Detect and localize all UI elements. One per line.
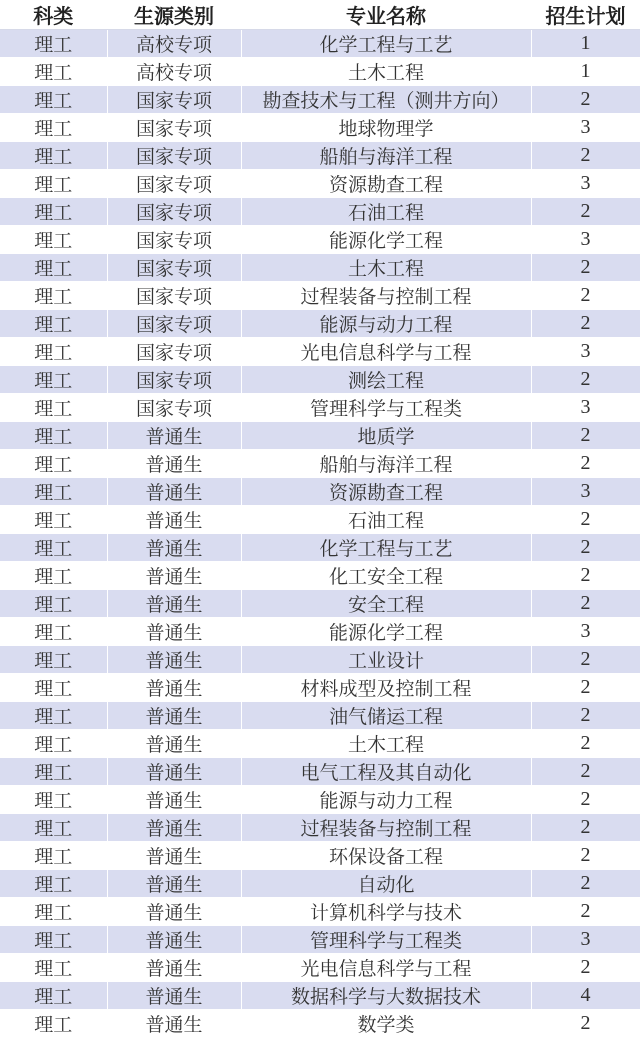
table-row [0,338,640,366]
cell-category: 理工 [0,282,107,310]
table-row [0,478,640,506]
table-row [0,870,640,898]
cell-student-source: 普通生 [107,982,241,1010]
table-row [0,674,640,702]
table-row [0,114,640,142]
table-row [0,86,640,114]
cell-enrollment-plan: 2 [531,254,640,282]
cell-enrollment-plan: 2 [531,786,640,814]
cell-major-name: 材料成型及控制工程 [241,674,531,702]
cell-student-source: 普通生 [107,758,241,786]
table-row [0,814,640,842]
cell-student-source: 普通生 [107,702,241,730]
cell-major-name: 船舶与海洋工程 [241,142,531,170]
cell-category: 理工 [0,814,107,842]
cell-major-name: 管理科学与工程类 [241,394,531,422]
table-row [0,562,640,590]
cell-category: 理工 [0,114,107,142]
cell-category: 理工 [0,422,107,450]
cell-major-name: 能源化学工程 [241,226,531,254]
cell-enrollment-plan: 2 [531,590,640,618]
cell-student-source: 普通生 [107,954,241,982]
cell-student-source: 国家专项 [107,114,241,142]
table-row [0,226,640,254]
cell-major-name: 自动化 [241,870,531,898]
cell-major-name: 光电信息科学与工程 [241,338,531,366]
table-row [0,142,640,170]
cell-enrollment-plan: 2 [531,674,640,702]
cell-major-name: 管理科学与工程类 [241,926,531,954]
cell-enrollment-plan: 2 [531,730,640,758]
cell-enrollment-plan: 2 [531,534,640,562]
cell-category: 理工 [0,786,107,814]
cell-student-source: 国家专项 [107,282,241,310]
cell-category: 理工 [0,534,107,562]
table-row [0,254,640,282]
cell-enrollment-plan: 3 [531,338,640,366]
cell-major-name: 土木工程 [241,730,531,758]
table-header-row [0,0,640,30]
cell-major-name: 资源勘查工程 [241,170,531,198]
table-row [0,310,640,338]
cell-enrollment-plan: 2 [531,86,640,114]
cell-enrollment-plan: 2 [531,1010,640,1038]
cell-category: 理工 [0,646,107,674]
table-row [0,954,640,982]
cell-enrollment-plan: 2 [531,646,640,674]
cell-category: 理工 [0,478,107,506]
cell-major-name: 土木工程 [241,254,531,282]
cell-category: 理工 [0,730,107,758]
table-row [0,646,640,674]
cell-student-source: 普通生 [107,562,241,590]
cell-student-source: 普通生 [107,1010,241,1038]
cell-enrollment-plan: 2 [531,450,640,478]
cell-student-source: 普通生 [107,506,241,534]
cell-enrollment-plan: 2 [531,954,640,982]
table-row [0,450,640,478]
table-row [0,702,640,730]
cell-enrollment-plan: 2 [531,366,640,394]
cell-major-name: 过程装备与控制工程 [241,814,531,842]
cell-major-name: 能源化学工程 [241,618,531,646]
cell-enrollment-plan: 2 [531,310,640,338]
cell-category: 理工 [0,310,107,338]
cell-major-name: 地球物理学 [241,114,531,142]
cell-major-name: 油气储运工程 [241,702,531,730]
cell-student-source: 普通生 [107,898,241,926]
cell-major-name: 资源勘查工程 [241,478,531,506]
table-row [0,366,640,394]
cell-major-name: 数学类 [241,1010,531,1038]
cell-category: 理工 [0,954,107,982]
cell-student-source: 国家专项 [107,170,241,198]
cell-enrollment-plan: 2 [531,198,640,226]
cell-enrollment-plan: 1 [531,30,640,58]
cell-category: 理工 [0,366,107,394]
cell-student-source: 普通生 [107,926,241,954]
cell-student-source: 普通生 [107,478,241,506]
table-row [0,30,640,58]
cell-major-name: 测绘工程 [241,366,531,394]
cell-student-source: 高校专项 [107,30,241,58]
cell-enrollment-plan: 2 [531,142,640,170]
cell-major-name: 石油工程 [241,506,531,534]
cell-category: 理工 [0,254,107,282]
cell-enrollment-plan: 3 [531,478,640,506]
table-row [0,422,640,450]
cell-student-source: 国家专项 [107,226,241,254]
table-row [0,618,640,646]
cell-major-name: 能源与动力工程 [241,310,531,338]
cell-category: 理工 [0,338,107,366]
table-row [0,842,640,870]
cell-enrollment-plan: 2 [531,702,640,730]
cell-major-name: 过程装备与控制工程 [241,282,531,310]
cell-category: 理工 [0,226,107,254]
cell-major-name: 能源与动力工程 [241,786,531,814]
cell-category: 理工 [0,842,107,870]
cell-category: 理工 [0,618,107,646]
cell-category: 理工 [0,1010,107,1038]
cell-major-name: 计算机科学与技术 [241,898,531,926]
table-row [0,506,640,534]
header-enrollment-plan: 招生计划 [531,0,640,30]
cell-student-source: 普通生 [107,646,241,674]
cell-enrollment-plan: 2 [531,506,640,534]
cell-student-source: 普通生 [107,870,241,898]
cell-student-source: 国家专项 [107,142,241,170]
cell-student-source: 国家专项 [107,254,241,282]
table-body [0,30,640,1038]
cell-major-name: 化学工程与工艺 [241,30,531,58]
cell-enrollment-plan: 2 [531,814,640,842]
cell-category: 理工 [0,674,107,702]
cell-enrollment-plan: 2 [531,422,640,450]
cell-enrollment-plan: 4 [531,982,640,1010]
cell-major-name: 数据科学与大数据技术 [241,982,531,1010]
cell-category: 理工 [0,506,107,534]
cell-enrollment-plan: 3 [531,114,640,142]
cell-major-name: 安全工程 [241,590,531,618]
header-student-source: 生源类别 [107,0,241,30]
cell-major-name: 勘查技术与工程（测井方向） [241,86,531,114]
cell-enrollment-plan: 2 [531,758,640,786]
cell-enrollment-plan: 3 [531,618,640,646]
cell-category: 理工 [0,30,107,58]
cell-student-source: 普通生 [107,814,241,842]
cell-major-name: 石油工程 [241,198,531,226]
cell-enrollment-plan: 2 [531,842,640,870]
table-row [0,926,640,954]
table-row [0,282,640,310]
cell-student-source: 普通生 [107,450,241,478]
cell-student-source: 国家专项 [107,394,241,422]
cell-major-name: 船舶与海洋工程 [241,450,531,478]
cell-student-source: 普通生 [107,842,241,870]
cell-category: 理工 [0,86,107,114]
cell-major-name: 电气工程及其自动化 [241,758,531,786]
table-row [0,590,640,618]
header-category: 科类 [0,0,107,30]
cell-category: 理工 [0,590,107,618]
table-row [0,786,640,814]
table-row [0,1010,640,1038]
cell-major-name: 土木工程 [241,58,531,86]
cell-student-source: 普通生 [107,590,241,618]
cell-category: 理工 [0,898,107,926]
cell-major-name: 化工安全工程 [241,562,531,590]
cell-category: 理工 [0,450,107,478]
cell-student-source: 普通生 [107,674,241,702]
table-row [0,198,640,226]
cell-category: 理工 [0,142,107,170]
cell-category: 理工 [0,198,107,226]
cell-student-source: 国家专项 [107,198,241,226]
cell-major-name: 化学工程与工艺 [241,534,531,562]
cell-enrollment-plan: 3 [531,926,640,954]
cell-category: 理工 [0,982,107,1010]
cell-enrollment-plan: 3 [531,394,640,422]
table-row [0,898,640,926]
cell-enrollment-plan: 2 [531,562,640,590]
table-row [0,982,640,1010]
cell-major-name: 光电信息科学与工程 [241,954,531,982]
cell-student-source: 普通生 [107,534,241,562]
cell-student-source: 高校专项 [107,58,241,86]
table-row [0,758,640,786]
cell-category: 理工 [0,702,107,730]
cell-enrollment-plan: 3 [531,170,640,198]
cell-student-source: 普通生 [107,618,241,646]
cell-category: 理工 [0,58,107,86]
cell-category: 理工 [0,758,107,786]
cell-enrollment-plan: 2 [531,898,640,926]
table-row [0,394,640,422]
cell-student-source: 国家专项 [107,310,241,338]
header-major-name: 专业名称 [241,0,531,30]
cell-category: 理工 [0,926,107,954]
cell-student-source: 普通生 [107,786,241,814]
cell-category: 理工 [0,394,107,422]
cell-major-name: 工业设计 [241,646,531,674]
cell-student-source: 国家专项 [107,338,241,366]
cell-enrollment-plan: 3 [531,226,640,254]
cell-enrollment-plan: 2 [531,282,640,310]
table-row [0,730,640,758]
table-row [0,170,640,198]
cell-student-source: 普通生 [107,730,241,758]
cell-student-source: 国家专项 [107,366,241,394]
cell-category: 理工 [0,170,107,198]
table-row [0,534,640,562]
cell-category: 理工 [0,870,107,898]
cell-major-name: 地质学 [241,422,531,450]
cell-enrollment-plan: 1 [531,58,640,86]
cell-student-source: 国家专项 [107,86,241,114]
table-row [0,58,640,86]
cell-enrollment-plan: 2 [531,870,640,898]
cell-major-name: 环保设备工程 [241,842,531,870]
cell-category: 理工 [0,562,107,590]
cell-student-source: 普通生 [107,422,241,450]
